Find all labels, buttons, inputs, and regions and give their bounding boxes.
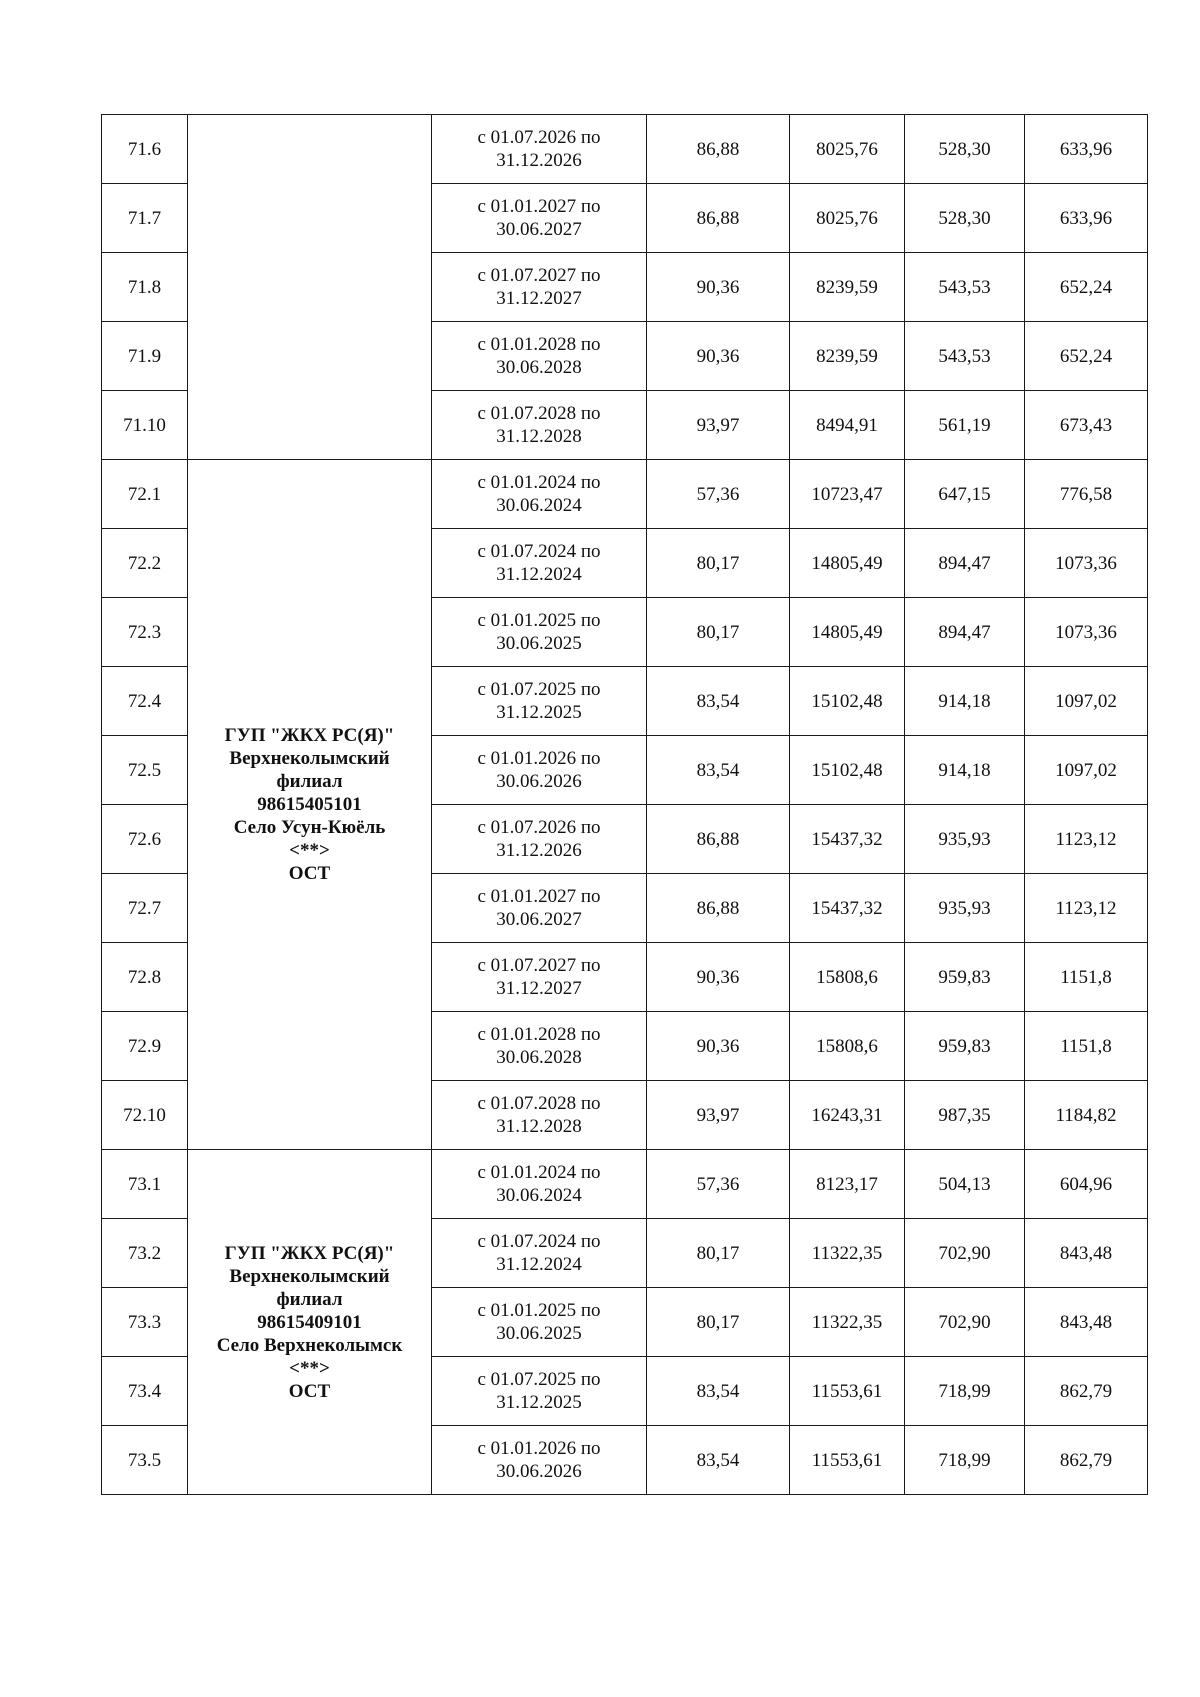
value-cell-v3: 718,99 (905, 1426, 1025, 1495)
value-cell-v2: 8025,76 (790, 115, 905, 184)
period-line: с 01.01.2025 по (477, 610, 601, 631)
period-cell (432, 1081, 647, 1150)
row-number-cell: 71.9 (102, 322, 188, 391)
value-cell-v3: 528,30 (905, 184, 1025, 253)
value-cell-v2: 16243,31 (790, 1081, 905, 1150)
value-cell-v1: 80,17 (647, 529, 790, 598)
row-number-cell: 72.4 (102, 667, 188, 736)
period-cell (432, 598, 647, 667)
organization-line: филиал (276, 1288, 343, 1310)
value-cell-v4: 604,96 (1025, 1150, 1148, 1219)
period-line: 30.06.2024 (496, 495, 582, 516)
row-number-cell: 72.8 (102, 943, 188, 1012)
tariff-table-body (102, 115, 1148, 1495)
value-cell-v1: 86,88 (647, 874, 790, 943)
period-line: с 01.07.2028 по (477, 403, 601, 424)
period-cell (432, 391, 647, 460)
value-cell-v2: 11553,61 (790, 1426, 905, 1495)
value-cell-v2: 8239,59 (790, 253, 905, 322)
period-line: 31.12.2024 (496, 564, 582, 585)
period-line: 30.06.2026 (496, 1461, 582, 1482)
row-number-cell: 72.10 (102, 1081, 188, 1150)
value-cell-v2: 14805,49 (790, 529, 905, 598)
organization-cell (188, 460, 432, 1150)
organization-line: Село Усун-Кюёль (233, 817, 386, 838)
value-cell-v4: 776,58 (1025, 460, 1148, 529)
row-number-cell: 72.5 (102, 736, 188, 805)
organization-line: филиал (276, 771, 343, 792)
period-cell (432, 1012, 647, 1081)
value-cell-v4: 652,24 (1025, 253, 1148, 322)
organization-line: <**> (289, 840, 330, 861)
period-line: с 01.01.2024 по (477, 1162, 601, 1183)
value-cell-v1: 83,54 (647, 1426, 790, 1495)
row-number-cell: 73.1 (102, 1150, 188, 1219)
organization-line: Село Верхнеколымск (216, 1334, 403, 1356)
period-line: 30.06.2025 (496, 1323, 582, 1344)
row-number-cell: 72.6 (102, 805, 188, 874)
value-cell-v2: 8025,76 (790, 184, 905, 253)
value-cell-v4: 1097,02 (1025, 736, 1148, 805)
period-cell (432, 253, 647, 322)
row-number-cell: 73.5 (102, 1426, 188, 1495)
period-line: с 01.07.2025 по (477, 1369, 601, 1390)
value-cell-v1: 83,54 (647, 667, 790, 736)
value-cell-v4: 1184,82 (1025, 1081, 1148, 1150)
period-line: 30.06.2026 (496, 771, 582, 792)
period-line: 30.06.2027 (496, 219, 582, 240)
row-number-cell: 72.3 (102, 598, 188, 667)
period-cell (432, 943, 647, 1012)
row-number-cell: 73.4 (102, 1357, 188, 1426)
value-cell-v3: 543,53 (905, 322, 1025, 391)
value-cell-v3: 894,47 (905, 598, 1025, 667)
row-number-cell: 72.2 (102, 529, 188, 598)
value-cell-v2: 10723,47 (790, 460, 905, 529)
period-cell (432, 874, 647, 943)
period-cell (432, 1288, 647, 1357)
organization-line: 98615409101 (257, 1311, 362, 1333)
value-cell-v3: 702,90 (905, 1288, 1025, 1357)
value-cell-v4: 633,96 (1025, 115, 1148, 184)
row-number-cell: 71.7 (102, 184, 188, 253)
value-cell-v4: 652,24 (1025, 322, 1148, 391)
period-line: с 01.01.2028 по (477, 334, 601, 355)
period-line: 31.12.2026 (496, 840, 582, 861)
period-cell (432, 667, 647, 736)
value-cell-v3: 702,90 (905, 1219, 1025, 1288)
organization-line: <**> (289, 1357, 330, 1379)
row-number-cell: 72.9 (102, 1012, 188, 1081)
organization-cell (188, 1150, 432, 1495)
value-cell-v1: 90,36 (647, 322, 790, 391)
value-cell-v4: 1151,8 (1025, 943, 1148, 1012)
value-cell-v3: 987,35 (905, 1081, 1025, 1150)
value-cell-v3: 959,83 (905, 1012, 1025, 1081)
value-cell-v1: 80,17 (647, 598, 790, 667)
period-line: 30.06.2025 (496, 633, 582, 654)
value-cell-v1: 57,36 (647, 460, 790, 529)
period-cell (432, 1219, 647, 1288)
period-cell (432, 184, 647, 253)
period-line: 30.06.2027 (496, 909, 582, 930)
organization-cell (188, 115, 432, 460)
value-cell-v3: 528,30 (905, 115, 1025, 184)
value-cell-v2: 15102,48 (790, 667, 905, 736)
period-cell (432, 529, 647, 598)
value-cell-v1: 90,36 (647, 1012, 790, 1081)
period-line: с 01.07.2027 по (477, 265, 601, 286)
value-cell-v1: 93,97 (647, 391, 790, 460)
period-line: 31.12.2027 (496, 978, 582, 999)
value-cell-v4: 1151,8 (1025, 1012, 1148, 1081)
value-cell-v1: 80,17 (647, 1288, 790, 1357)
row-number-cell: 71.10 (102, 391, 188, 460)
value-cell-v4: 1073,36 (1025, 598, 1148, 667)
organization-line: Верхнеколымский (229, 748, 390, 769)
value-cell-v4: 1073,36 (1025, 529, 1148, 598)
period-cell (432, 1357, 647, 1426)
period-line: 31.12.2025 (496, 702, 582, 723)
table-row (102, 460, 1148, 529)
value-cell-v2: 11553,61 (790, 1357, 905, 1426)
value-cell-v2: 15437,32 (790, 805, 905, 874)
period-line: 31.12.2026 (496, 150, 582, 171)
row-number-cell: 71.6 (102, 115, 188, 184)
period-line: с 01.01.2028 по (477, 1024, 601, 1045)
period-cell (432, 1426, 647, 1495)
period-line: с 01.01.2026 по (477, 1438, 601, 1459)
value-cell-v2: 11322,35 (790, 1288, 905, 1357)
period-line: 30.06.2028 (496, 1047, 582, 1068)
period-line: с 01.07.2024 по (477, 541, 601, 562)
value-cell-v3: 718,99 (905, 1357, 1025, 1426)
value-cell-v2: 15102,48 (790, 736, 905, 805)
value-cell-v4: 843,48 (1025, 1219, 1148, 1288)
value-cell-v4: 843,48 (1025, 1288, 1148, 1357)
value-cell-v2: 8494,91 (790, 391, 905, 460)
value-cell-v2: 15808,6 (790, 943, 905, 1012)
value-cell-v2: 14805,49 (790, 598, 905, 667)
period-line: с 01.01.2027 по (477, 196, 601, 217)
value-cell-v1: 90,36 (647, 943, 790, 1012)
value-cell-v1: 86,88 (647, 805, 790, 874)
value-cell-v4: 633,96 (1025, 184, 1148, 253)
value-cell-v1: 93,97 (647, 1081, 790, 1150)
period-cell (432, 322, 647, 391)
value-cell-v2: 8239,59 (790, 322, 905, 391)
period-line: с 01.07.2026 по (477, 127, 601, 148)
value-cell-v2: 15437,32 (790, 874, 905, 943)
value-cell-v2: 15808,6 (790, 1012, 905, 1081)
period-line: 31.12.2024 (496, 1254, 582, 1275)
table-row (102, 115, 1148, 184)
value-cell-v3: 561,19 (905, 391, 1025, 460)
organization-line: ГУП "ЖКХ РС(Я)" (224, 1242, 395, 1264)
organization-line: ГУП "ЖКХ РС(Я)" (224, 725, 395, 746)
period-line: с 01.01.2026 по (477, 748, 601, 769)
value-cell-v4: 862,79 (1025, 1426, 1148, 1495)
period-cell (432, 460, 647, 529)
period-line: 30.06.2028 (496, 357, 582, 378)
value-cell-v1: 86,88 (647, 184, 790, 253)
value-cell-v1: 80,17 (647, 1219, 790, 1288)
value-cell-v4: 1123,12 (1025, 874, 1148, 943)
organization-line: 98615405101 (257, 794, 362, 815)
row-number-cell: 73.2 (102, 1219, 188, 1288)
period-line: 31.12.2028 (496, 426, 582, 447)
period-line: с 01.01.2027 по (477, 886, 601, 907)
organization-line: ОСТ (288, 863, 331, 884)
value-cell-v4: 862,79 (1025, 1357, 1148, 1426)
value-cell-v3: 935,93 (905, 805, 1025, 874)
value-cell-v1: 90,36 (647, 253, 790, 322)
period-line: с 01.07.2026 по (477, 817, 601, 838)
period-line: 31.12.2028 (496, 1116, 582, 1137)
period-line: с 01.01.2025 по (477, 1300, 601, 1321)
period-cell (432, 736, 647, 805)
period-line: 30.06.2024 (496, 1185, 582, 1206)
organization-line: ОСТ (288, 1380, 331, 1402)
period-line: с 01.07.2024 по (477, 1231, 601, 1252)
value-cell-v3: 914,18 (905, 667, 1025, 736)
period-line: 31.12.2025 (496, 1392, 582, 1413)
organization-line: Верхнеколымский (229, 1265, 390, 1287)
value-cell-v4: 1097,02 (1025, 667, 1148, 736)
row-number-cell: 71.8 (102, 253, 188, 322)
period-line: с 01.07.2025 по (477, 679, 601, 700)
value-cell-v3: 935,93 (905, 874, 1025, 943)
period-line: с 01.07.2028 по (477, 1093, 601, 1114)
period-line: 31.12.2027 (496, 288, 582, 309)
period-cell (432, 115, 647, 184)
row-number-cell: 73.3 (102, 1288, 188, 1357)
value-cell-v3: 504,13 (905, 1150, 1025, 1219)
row-number-cell: 72.1 (102, 460, 188, 529)
value-cell-v3: 543,53 (905, 253, 1025, 322)
tariff-table (101, 114, 1148, 1495)
value-cell-v1: 57,36 (647, 1150, 790, 1219)
value-cell-v1: 83,54 (647, 1357, 790, 1426)
value-cell-v3: 914,18 (905, 736, 1025, 805)
value-cell-v1: 83,54 (647, 736, 790, 805)
value-cell-v4: 1123,12 (1025, 805, 1148, 874)
period-line: с 01.01.2024 по (477, 472, 601, 493)
value-cell-v2: 8123,17 (790, 1150, 905, 1219)
period-cell (432, 805, 647, 874)
value-cell-v3: 894,47 (905, 529, 1025, 598)
period-line: с 01.07.2027 по (477, 955, 601, 976)
table-row (102, 1150, 1148, 1219)
value-cell-v2: 11322,35 (790, 1219, 905, 1288)
period-cell (432, 1150, 647, 1219)
value-cell-v3: 959,83 (905, 943, 1025, 1012)
value-cell-v1: 86,88 (647, 115, 790, 184)
value-cell-v4: 673,43 (1025, 391, 1148, 460)
value-cell-v3: 647,15 (905, 460, 1025, 529)
row-number-cell: 72.7 (102, 874, 188, 943)
